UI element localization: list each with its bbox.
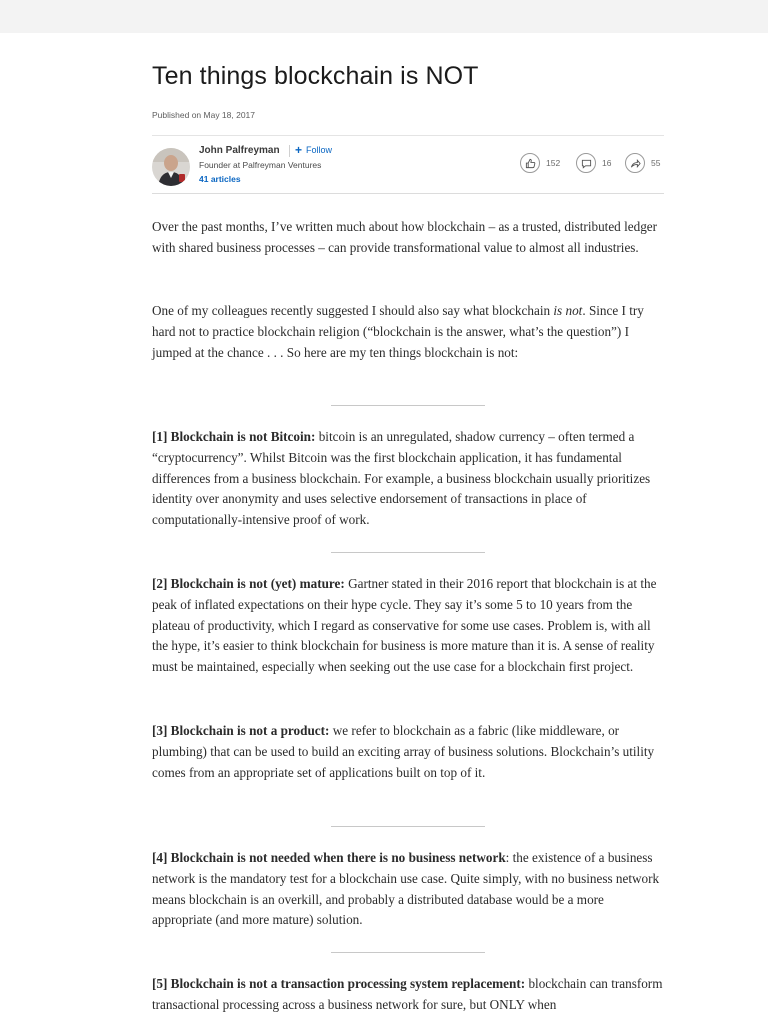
share-icon	[625, 153, 645, 173]
paragraph-colleague-text-end: . Since I try hard not to practice blockchain religion (“blockchain is the answer, what’s the question”) I jumped at the chance . . . So here are my ten things blockchain is not:	[152, 303, 644, 360]
item-2-text: Gartner stated in their 2016 report that blockchain is at the peak of inflated expectations on their hype cycle. They say it’s some 5 to 10 years from the plateau of productivity, which I regard as conservative for some use cases. Problem is, with all the hype, it’s easier to think blockchain for business is more mature than it is. A sense of reality must be maintained, especially when seeking out the use case for a blockchain first project.	[152, 576, 657, 675]
item-3-title: [3] Blockchain is not a product:	[152, 723, 330, 738]
avatar-image	[152, 148, 190, 186]
item-3-text: we refer to blockchain as a fabric (like middleware, or plumbing) that can be used to build an exciting array of business solutions. Blockchain’s utility comes from an appropriate set of applications built on top of it.	[152, 723, 655, 780]
like-count: 152	[546, 158, 561, 168]
item-1-title: [1] Blockchain is not Bitcoin:	[152, 429, 316, 444]
comment-icon	[576, 153, 596, 173]
item-5-text: blockchain can transform transactional processing across a business network for sure, but ONLY when	[152, 976, 663, 1012]
share-count: 55	[651, 158, 661, 168]
item-3	[152, 721, 664, 783]
comment-button[interactable]	[576, 153, 611, 173]
plus-icon: +	[295, 143, 303, 157]
item-5-title: [5] Blockchain is not a transaction processing system replacement:	[152, 976, 526, 991]
item-4-text: : the existence of a business network is the mandatory test for a blockchain use case. Quite simply, with no business network means blockchain is an overkill, and probably a distributed database would be a more appropriate (and more mature) solution.	[152, 850, 660, 928]
thumbs-up-icon	[520, 153, 540, 173]
author-articles-link[interactable]: 41 articles	[199, 174, 241, 184]
name-follow-divider	[289, 145, 290, 157]
section-divider	[331, 952, 485, 953]
like-button[interactable]	[520, 153, 560, 173]
item-2	[152, 574, 664, 678]
paragraph-intro	[152, 217, 664, 259]
author-avatar[interactable]	[152, 148, 190, 186]
item-1-text: bitcoin is an unregulated, shadow currency – often termed a “cryptocurrency”. Whilst Bitcoin was the first blockchain application, it has fundamental differences from a business blockchain. For example, a business blockchain usually prioritizes identity over anonymity and uses selective endorsement of transactions in place of computationally-intensive proof of work.	[152, 429, 651, 528]
item-5	[152, 974, 664, 1016]
comment-count: 16	[602, 158, 612, 168]
paragraph-colleague-text: One of my colleagues recently suggested I should also say what blockchain	[152, 303, 554, 318]
section-divider	[331, 405, 485, 406]
follow-button[interactable]	[295, 145, 332, 155]
published-date: Published on May 18, 2017	[152, 110, 256, 120]
share-button[interactable]	[625, 153, 660, 173]
item-1	[152, 427, 664, 531]
author-name[interactable]: John Palfreyman	[199, 145, 280, 156]
item-2-title: [2] Blockchain is not (yet) mature:	[152, 576, 345, 591]
top-navigation-bar	[0, 0, 768, 33]
paragraph-colleague-emphasis: is not	[553, 303, 583, 318]
author-headline: Founder at Palfreyman Ventures	[199, 160, 322, 170]
item-4	[152, 848, 664, 931]
follow-label: Follow	[306, 145, 333, 155]
author-bar	[152, 135, 664, 194]
section-divider	[331, 826, 485, 827]
paragraph-intro-text: Over the past months, I’ve written much about how blockchain – as a trusted, distributed ledger with shared business processes – can provide transformational value to almost all industries.	[152, 219, 658, 255]
article-title: Ten things blockchain is NOT	[152, 62, 479, 90]
section-divider	[331, 552, 485, 553]
paragraph-colleague	[152, 301, 664, 363]
item-4-title: [4] Blockchain is not needed when there is no business network	[152, 850, 506, 865]
